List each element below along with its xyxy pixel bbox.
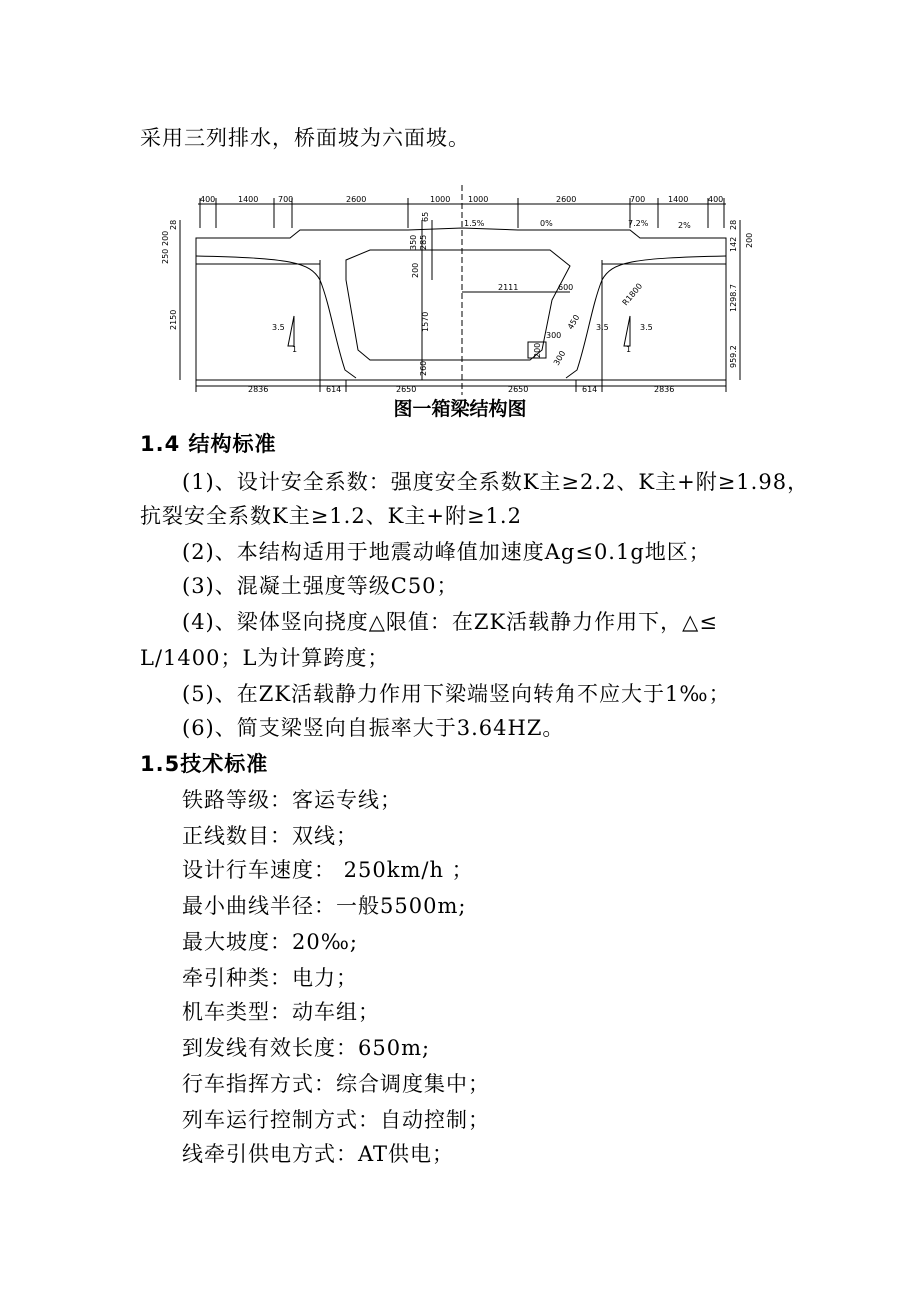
- dim-label: 450: [565, 313, 582, 331]
- dim-label: 700: [278, 195, 294, 204]
- dim-label: 1570: [421, 311, 430, 332]
- section-heading: 1.5技术标准: [140, 752, 269, 776]
- dim-label: 1400: [238, 195, 259, 204]
- slope-label: 1.5%: [464, 219, 485, 228]
- dim-label: 260: [419, 360, 428, 376]
- dim-label: 200: [411, 262, 420, 278]
- dim-label: 200: [161, 230, 170, 246]
- slope-label: 7.2%: [628, 219, 649, 228]
- right-dim-labels: [729, 220, 754, 368]
- right-web-outer: [566, 256, 726, 378]
- paragraph-line: 线牵引供电方式：AT供电；: [182, 1142, 455, 1166]
- dim-label: 1000: [468, 195, 489, 204]
- slope-labels: [464, 219, 691, 230]
- slope-label: 0%: [540, 219, 553, 228]
- dim-label: 300: [546, 331, 562, 340]
- intro-paragraph: 采用三列排水，桥面坡为六面坡。: [140, 126, 470, 150]
- slope-ratio-label: 3.5: [272, 323, 285, 332]
- paragraph-line: 行车指挥方式：综合调度集中；: [182, 1072, 490, 1096]
- deck-outline: [196, 228, 726, 380]
- paragraph-line: 正线数目：双线；: [182, 824, 358, 848]
- paragraph-line: (5)、在ZK活载静力作用下梁端竖向转角不应大于1‰；: [182, 682, 731, 706]
- dim-label: 2836: [654, 385, 675, 394]
- dim-label: 2150: [169, 309, 178, 330]
- slope-ratio-label: 3.5: [596, 323, 609, 332]
- dim-label: 959.2: [729, 345, 738, 368]
- top-dimension-ticks: [200, 185, 724, 395]
- paragraph-line: (4)、梁体竖向挠度△限值：在ZK活载静力作用下，△≤: [182, 610, 718, 634]
- paragraph-line: (2)、本结构适用于地震动峰值加速度Ag≤0.1g地区；: [182, 540, 711, 564]
- dim-label: 200: [533, 342, 542, 358]
- paragraph-line: L/1400；L为计算跨度；: [140, 646, 390, 670]
- left-web-outer: [196, 256, 356, 378]
- paragraph-line: (3)、混凝土强度等级C50；: [182, 574, 459, 598]
- slope-triangle-right: [624, 316, 630, 346]
- paragraph-line: 铁路等级：客运专线；: [182, 788, 402, 812]
- dim-label: 2600: [556, 195, 577, 204]
- dim-label: 250: [161, 248, 170, 264]
- dim-label: 142: [729, 236, 738, 252]
- slope-triangle-left: [288, 316, 294, 346]
- paragraph-line: 牵引种类：电力；: [182, 966, 358, 990]
- dim-label: 300: [551, 349, 568, 367]
- slope-ratio-label: 3.5: [640, 323, 653, 332]
- dim-label: 2111: [498, 283, 519, 292]
- box-girder-drawing: [160, 180, 760, 395]
- dim-label: 285: [419, 234, 428, 250]
- slope-ratio-label: 1: [292, 345, 298, 354]
- dim-label: 65: [421, 211, 430, 222]
- paragraph-line: 最大坡度：20‰;: [182, 930, 358, 954]
- dim-label: 1400: [668, 195, 689, 204]
- dim-label: 350: [409, 234, 418, 250]
- paragraph-line: 设计行车速度： 250km/h ；: [182, 858, 474, 882]
- dim-label: 2650: [508, 385, 529, 394]
- dim-label: 200: [745, 232, 754, 248]
- dim-label: 28: [729, 219, 738, 230]
- section-heading: 1.4 结构标准: [140, 432, 277, 456]
- paragraph-line: (6)、简支梁竖向自振率大于3.64HZ。: [182, 716, 565, 740]
- slope-label: 2%: [678, 221, 691, 230]
- inner-dim-labels: [498, 282, 644, 367]
- dim-label: 700: [630, 195, 646, 204]
- paragraph-line: 最小曲线半径：一般5500m;: [182, 894, 467, 918]
- paragraph-line: 机车类型：动车组；: [182, 1000, 380, 1024]
- left-dim-labels: [161, 220, 178, 330]
- paragraph-line: 到发线有效长度：650m;: [182, 1036, 431, 1060]
- figure-caption: 图一箱梁结构图: [393, 398, 527, 420]
- dim-label: 2600: [346, 195, 367, 204]
- dim-label: 614: [582, 385, 598, 394]
- paragraph-line: (1)、设计安全系数：强度安全系数K主≥2.2、K主+附≥1.98，: [182, 470, 810, 494]
- dim-label: 28: [169, 219, 178, 230]
- dim-label: 1000: [430, 195, 451, 204]
- dim-label: 600: [558, 283, 574, 292]
- paragraph-line: 列车运行控制方式：自动控制；: [182, 1108, 490, 1132]
- dim-label: 400: [200, 195, 216, 204]
- center-dim-labels: [409, 212, 430, 376]
- dim-label: 2650: [396, 385, 417, 394]
- radius-label: R1800: [620, 281, 645, 308]
- dim-label: 614: [326, 385, 342, 394]
- slope-ratio-label: 1: [626, 345, 632, 354]
- dim-label: 1298.7: [729, 284, 738, 312]
- paragraph-line: 抗裂安全系数K主≥1.2、K主+附≥1.2: [140, 504, 522, 528]
- dim-label: 2836: [248, 385, 269, 394]
- dim-label: 400: [708, 195, 724, 204]
